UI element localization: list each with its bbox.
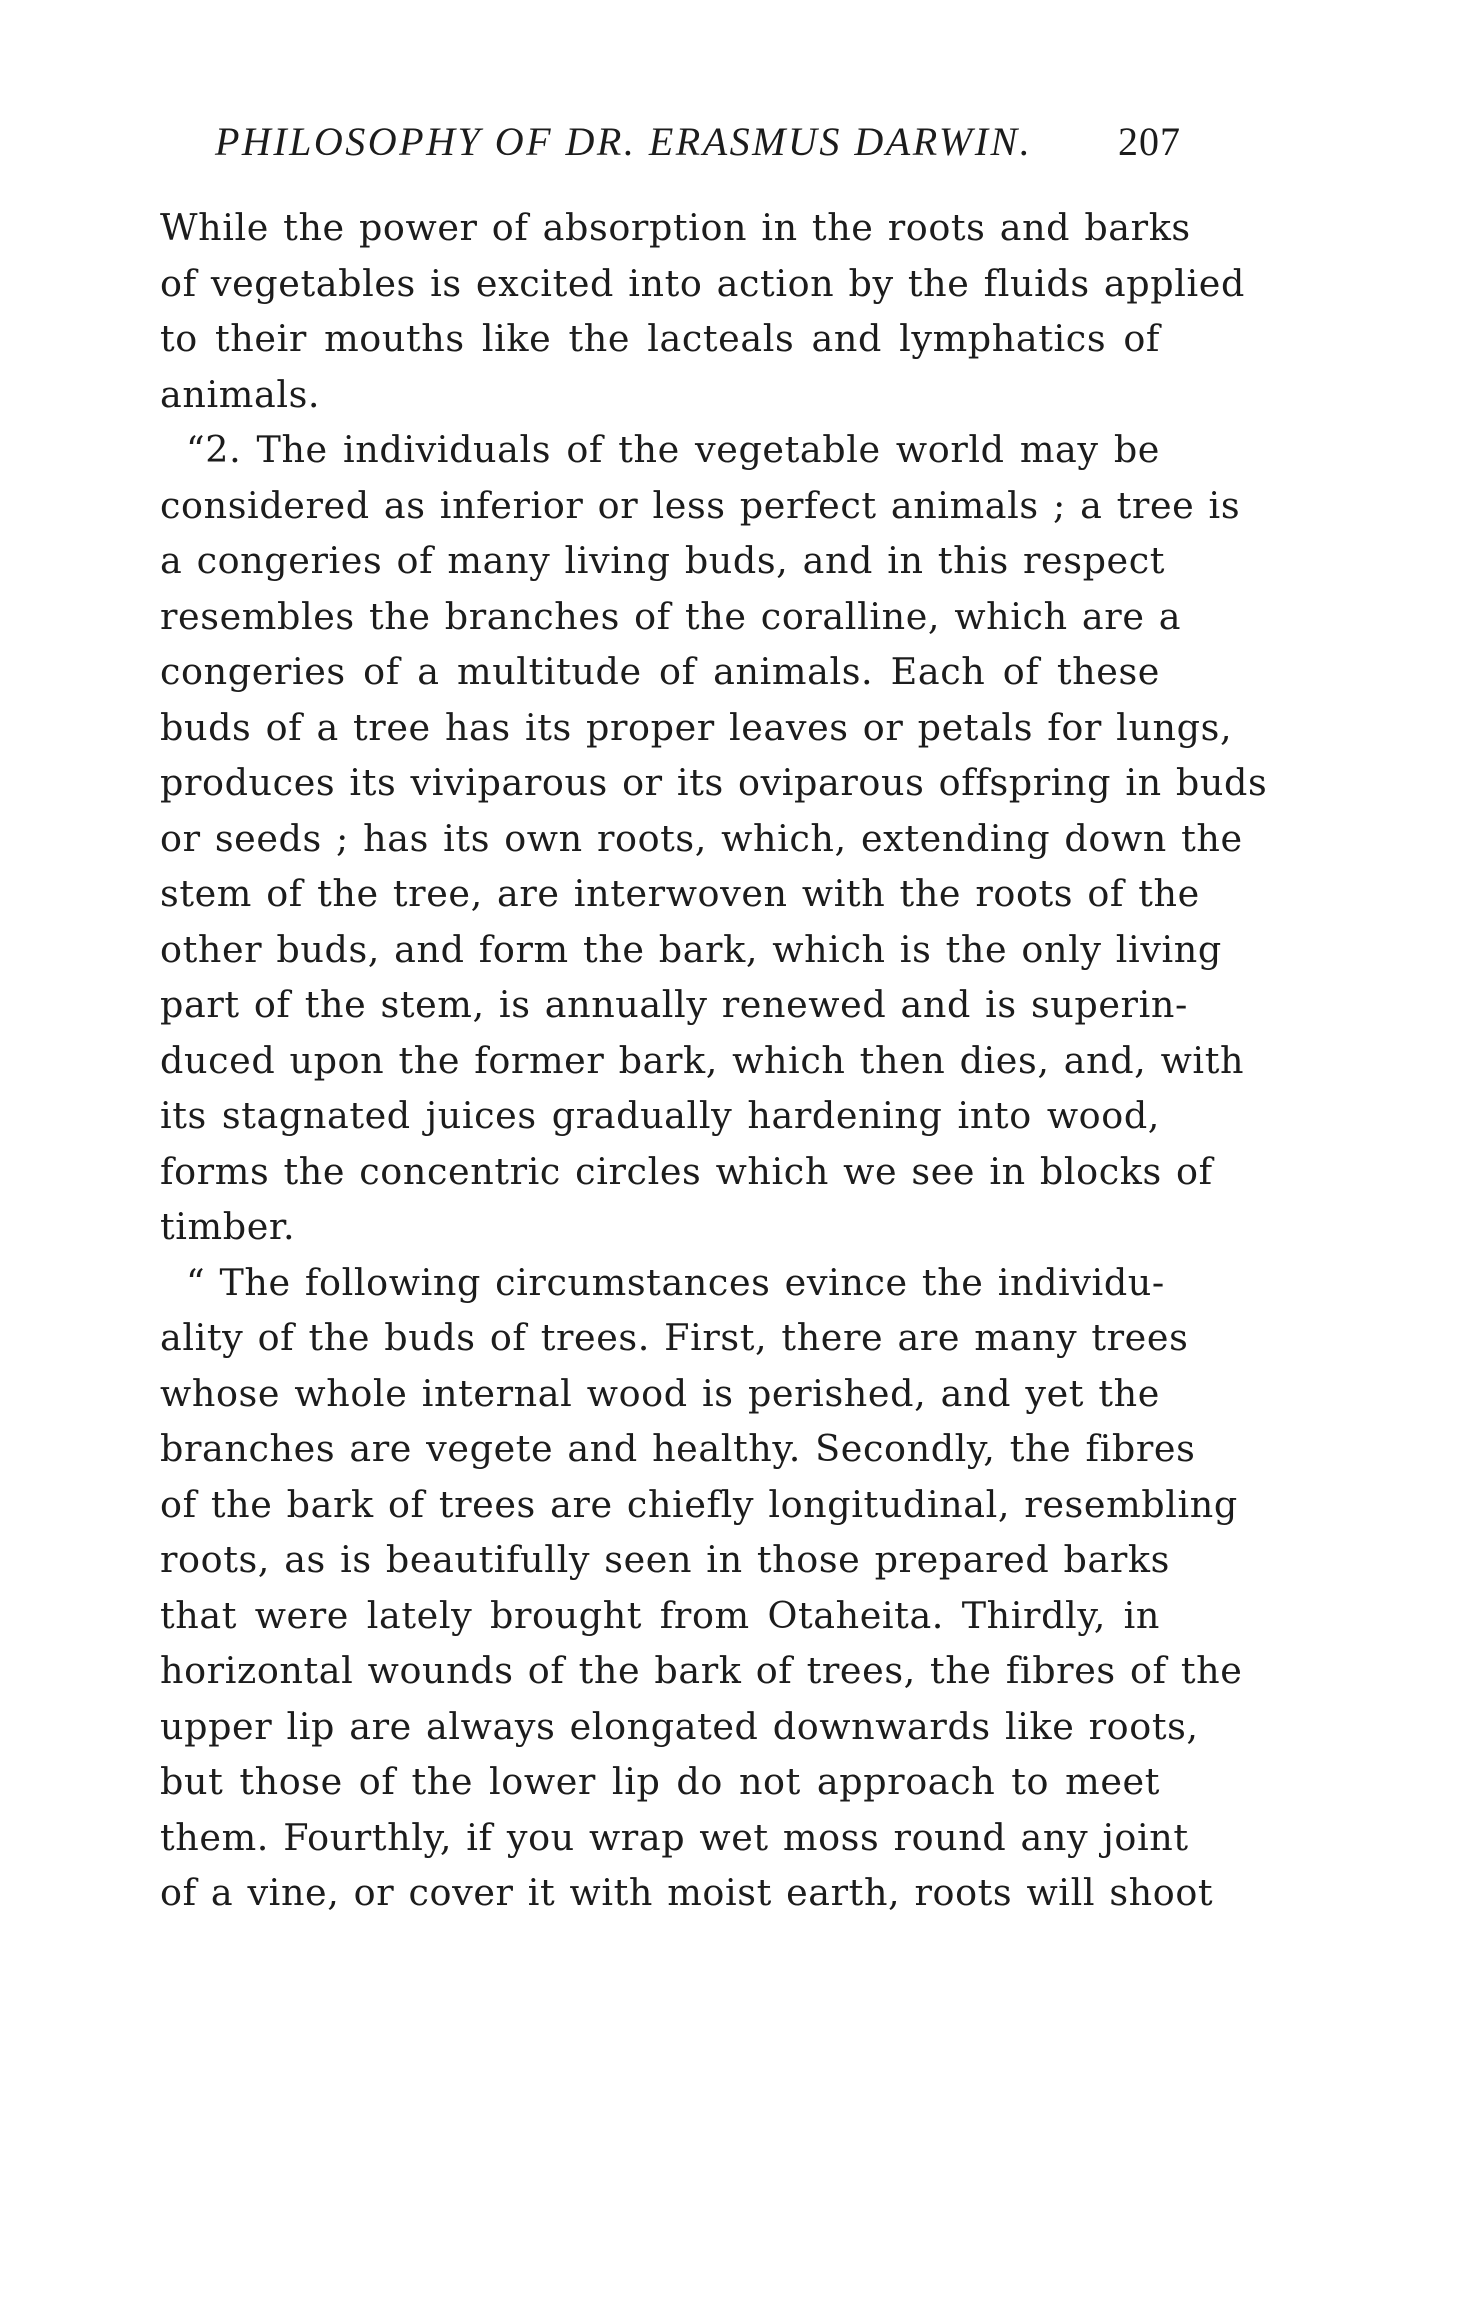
text-line: part of the stem, is annually renewed and is superin- [160, 983, 1188, 1026]
text-line: a congeries of many living buds, and in this respect [160, 539, 1166, 582]
text-line: of a vine, or cover it with moist earth, roots will shoot [160, 1871, 1214, 1914]
text-line: roots, as is beautifully seen in those prepared barks [160, 1538, 1170, 1581]
text-line: of vegetables is excited into action by the fluids applied [160, 261, 1245, 305]
text-line: buds of a tree has its proper leaves or petals for lungs, [160, 705, 1233, 749]
text-line: of the bark of trees are chiefly longitudinal, resembling [160, 1482, 1238, 1526]
text-line: “2. The individuals of the vegetable world may be [186, 428, 1160, 471]
text-line: upper lip are always elongated downwards like roots, [160, 1704, 1199, 1748]
text-line: forms the concentric circles which we see in blocks of [160, 1149, 1213, 1193]
page-number: 207 [1118, 119, 1181, 164]
text-line: resembles the branches of the coralline, which are a [160, 594, 1182, 638]
body-text [160, 200, 1268, 1921]
text-line: its stagnated juices gradually hardening into wood, [160, 1094, 1160, 1137]
text-line: them. Fourthly, if you wrap wet moss round any joint [160, 1815, 1189, 1859]
text-line: whose whole internal wood is perished, and yet the [160, 1371, 1160, 1415]
text-line: considered as inferior or less perfect animals ; a tree is [160, 483, 1241, 527]
text-line: ality of the buds of trees. First, there are many trees [160, 1316, 1189, 1359]
text-line: duced upon the former bark, which then dies, and, with [160, 1038, 1245, 1082]
text-line: congeries of a multitude of animals. Each of these [160, 650, 1160, 693]
text-line: but those of the lower lip do not approach to meet [160, 1760, 1160, 1803]
text-line: horizontal wounds of the bark of trees, the fibres of the [160, 1649, 1243, 1692]
running-head-title: PHILOSOPHY OF DR. ERASMUS DARWIN. [215, 119, 1033, 164]
text-line: that were lately brought from Otaheita. Thirdly, in [160, 1593, 1160, 1637]
text-line: other buds, and form the bark, which is the only living [160, 927, 1222, 971]
text-line: or seeds ; has its own roots, which, extending down the [160, 816, 1243, 860]
text-line: While the power of absorption in the roots and barks [160, 206, 1191, 249]
text-line: to their mouths like the lacteals and lymphatics of [160, 317, 1160, 360]
text-line: stem of the tree, are interwoven with the roots of the [160, 872, 1200, 915]
text-line: timber. [160, 1205, 296, 1248]
text-line: branches are vegete and healthy. Secondly, the fibres [160, 1427, 1196, 1470]
text-line: “ The following circumstances evince the individu- [186, 1260, 1165, 1304]
text-line: animals. [160, 372, 321, 416]
running-head [215, 118, 1181, 165]
text-line: produces its viviparous or its oviparous offspring in buds [160, 761, 1268, 804]
